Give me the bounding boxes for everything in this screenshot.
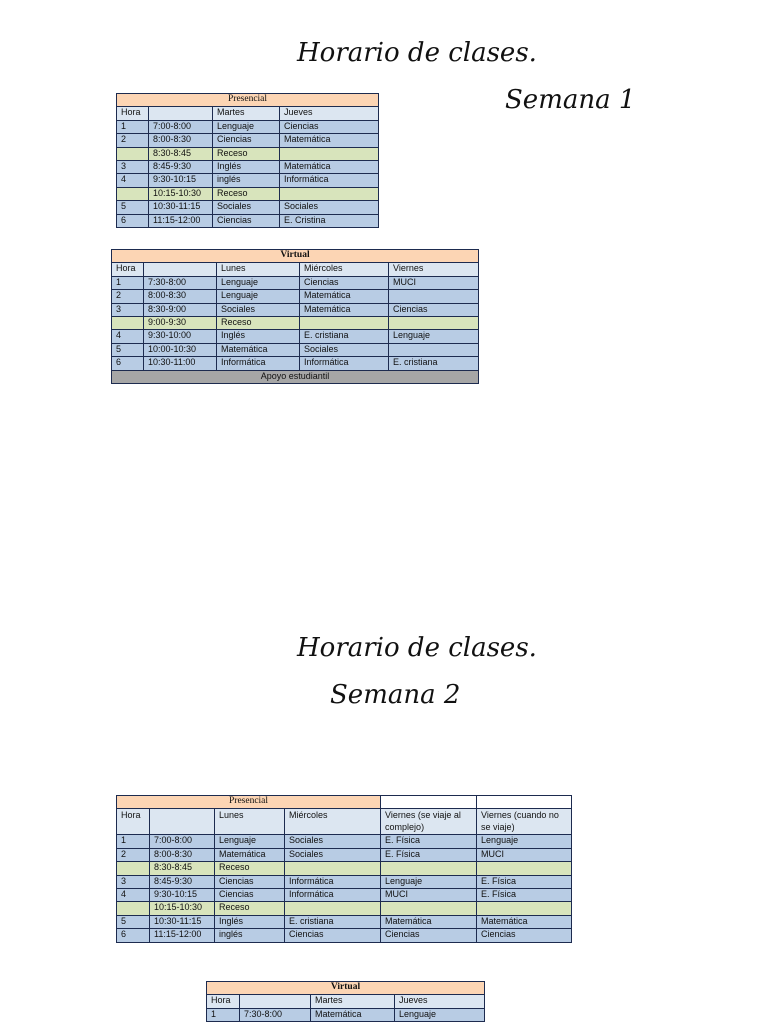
table-header-row bbox=[207, 982, 485, 995]
table-cell: 1 bbox=[207, 1008, 240, 1021]
table-cell bbox=[477, 902, 572, 915]
table-row bbox=[117, 174, 379, 187]
recess-row bbox=[112, 316, 479, 329]
presencial-table-week2 bbox=[116, 795, 572, 943]
column-header: Lunes bbox=[215, 809, 285, 835]
table-cell: 10:30-11:00 bbox=[144, 357, 217, 370]
week-label-1: Semana 1 bbox=[505, 85, 636, 115]
table-cell: 10:15-10:30 bbox=[150, 902, 215, 915]
table-cell: 10:15-10:30 bbox=[149, 187, 213, 200]
table-cell: 11:15-12:00 bbox=[150, 929, 215, 942]
table-row bbox=[117, 915, 572, 928]
table-cell: 3 bbox=[117, 160, 149, 173]
table-cell: 8:00-8:30 bbox=[144, 290, 217, 303]
table-cell: Receso bbox=[213, 147, 280, 160]
table-cell bbox=[280, 187, 379, 200]
column-header bbox=[144, 263, 217, 276]
table-cell: Matemática bbox=[280, 160, 379, 173]
column-header: Jueves bbox=[395, 995, 485, 1008]
table-section-header: Virtual bbox=[112, 250, 479, 263]
table-cell: Informática bbox=[300, 357, 389, 370]
table-row bbox=[112, 303, 479, 316]
page-title-week2: Horario de clases. bbox=[297, 633, 537, 663]
table-row bbox=[112, 330, 479, 343]
recess-row bbox=[117, 187, 379, 200]
table-cell: Lenguaje bbox=[217, 290, 300, 303]
table-cell: Receso bbox=[215, 902, 285, 915]
table-cell: 4 bbox=[117, 888, 150, 901]
table-cell: Inglés bbox=[215, 915, 285, 928]
column-header: Viernes (se viaje al complejo) bbox=[381, 809, 477, 835]
table-cell: 5 bbox=[112, 343, 144, 356]
table-row bbox=[117, 120, 379, 133]
column-header: Hora bbox=[112, 263, 144, 276]
column-header: Hora bbox=[207, 995, 240, 1008]
table-cell bbox=[117, 902, 150, 915]
table-cell: 7:30-8:00 bbox=[240, 1008, 311, 1021]
table-cell: Matemática bbox=[477, 915, 572, 928]
column-header bbox=[150, 809, 215, 835]
table-cell bbox=[389, 343, 479, 356]
table-cell: Sociales bbox=[300, 343, 389, 356]
table-cell: 2 bbox=[117, 134, 149, 147]
table-cell: Sociales bbox=[280, 201, 379, 214]
table-cell: Informática bbox=[280, 174, 379, 187]
table-cell: 9:00-9:30 bbox=[144, 316, 217, 329]
header-blank-cell bbox=[477, 796, 572, 809]
table-cell: 8:30-8:45 bbox=[150, 862, 215, 875]
table-row bbox=[112, 290, 479, 303]
table-cell bbox=[117, 147, 149, 160]
table-cell: 9:30-10:00 bbox=[144, 330, 217, 343]
table-cell: 2 bbox=[112, 290, 144, 303]
table-section-header: Presencial bbox=[117, 94, 379, 107]
table-cell: 5 bbox=[117, 915, 150, 928]
column-header bbox=[240, 995, 311, 1008]
table-cell: Sociales bbox=[285, 848, 381, 861]
column-header-row bbox=[112, 263, 479, 276]
table-cell: E. Física bbox=[477, 875, 572, 888]
table-cell: 2 bbox=[117, 848, 150, 861]
table-row bbox=[117, 848, 572, 861]
table-cell: E. Física bbox=[381, 848, 477, 861]
table-header-row bbox=[112, 250, 479, 263]
table-cell: Lenguaje bbox=[381, 875, 477, 888]
recess-row bbox=[117, 862, 572, 875]
table-cell: inglés bbox=[213, 174, 280, 187]
table-row bbox=[112, 343, 479, 356]
footer-row bbox=[112, 370, 479, 383]
table-cell: 7:30-8:00 bbox=[144, 276, 217, 289]
table-cell: Ciencias bbox=[213, 134, 280, 147]
table-cell: Inglés bbox=[217, 330, 300, 343]
table-cell: MUCI bbox=[389, 276, 479, 289]
table-cell: Ciencias bbox=[280, 120, 379, 133]
table-cell bbox=[117, 187, 149, 200]
table-cell: Receso bbox=[215, 862, 285, 875]
table-row bbox=[112, 276, 479, 289]
table-cell bbox=[477, 862, 572, 875]
table-cell: Matemática bbox=[381, 915, 477, 928]
table-header-row bbox=[117, 94, 379, 107]
column-header: Jueves bbox=[280, 107, 379, 120]
table-row bbox=[117, 160, 379, 173]
table-cell: E. Física bbox=[381, 835, 477, 848]
table-row bbox=[117, 214, 379, 227]
column-header-row bbox=[117, 107, 379, 120]
table-cell: 7:00-8:00 bbox=[149, 120, 213, 133]
table-cell: Matemática bbox=[300, 290, 389, 303]
table-cell: Informática bbox=[285, 875, 381, 888]
column-header: Miércoles bbox=[285, 809, 381, 835]
table-cell bbox=[285, 862, 381, 875]
table-cell: Ciencias bbox=[389, 303, 479, 316]
table-row bbox=[117, 134, 379, 147]
table-cell: 8:00-8:30 bbox=[149, 134, 213, 147]
table-cell: E. cristiana bbox=[300, 330, 389, 343]
table-cell: 8:45-9:30 bbox=[149, 160, 213, 173]
table-cell: E. Física bbox=[477, 888, 572, 901]
table-cell: 8:30-9:00 bbox=[144, 303, 217, 316]
table-cell: 1 bbox=[117, 120, 149, 133]
table-cell bbox=[381, 862, 477, 875]
table-cell: 9:30-10:15 bbox=[150, 888, 215, 901]
table-cell: E. cristiana bbox=[285, 915, 381, 928]
column-header: Martes bbox=[311, 995, 395, 1008]
table-cell: Matemática bbox=[217, 343, 300, 356]
table-cell: 7:00-8:00 bbox=[150, 835, 215, 848]
column-header-row bbox=[207, 995, 485, 1008]
table-cell: 1 bbox=[117, 835, 150, 848]
table-cell bbox=[117, 862, 150, 875]
table-cell: Lenguaje bbox=[213, 120, 280, 133]
table-cell: Informática bbox=[285, 888, 381, 901]
table-cell: Receso bbox=[217, 316, 300, 329]
recess-row bbox=[117, 902, 572, 915]
table-section-header: Presencial bbox=[117, 796, 381, 809]
table-row bbox=[117, 929, 572, 942]
table-cell: Matemática bbox=[215, 848, 285, 861]
table-section-header: Virtual bbox=[207, 982, 485, 995]
table-cell: Sociales bbox=[285, 835, 381, 848]
table-cell: Lenguaje bbox=[215, 835, 285, 848]
table-cell: Matemática bbox=[300, 303, 389, 316]
table-row bbox=[117, 201, 379, 214]
table-cell: Ciencias bbox=[300, 276, 389, 289]
table-cell bbox=[389, 290, 479, 303]
table-cell: Matemática bbox=[311, 1008, 395, 1021]
table-cell: Receso bbox=[213, 187, 280, 200]
table-row bbox=[117, 888, 572, 901]
header-blank-cell bbox=[381, 796, 477, 809]
column-header bbox=[149, 107, 213, 120]
table-row bbox=[117, 835, 572, 848]
column-header: Martes bbox=[213, 107, 280, 120]
table-cell bbox=[285, 902, 381, 915]
virtual-table-week2 bbox=[206, 981, 485, 1022]
table-cell: 10:30-11:15 bbox=[149, 201, 213, 214]
table-cell bbox=[389, 316, 479, 329]
table-cell: 6 bbox=[117, 214, 149, 227]
column-header: Miércoles bbox=[300, 263, 389, 276]
table-cell bbox=[112, 316, 144, 329]
table-row bbox=[112, 357, 479, 370]
table-cell bbox=[300, 316, 389, 329]
week-label-2: Semana 2 bbox=[330, 680, 461, 710]
table-cell: 8:45-9:30 bbox=[150, 875, 215, 888]
table-cell: 6 bbox=[112, 357, 144, 370]
table-row bbox=[207, 1008, 485, 1021]
table-cell: MUCI bbox=[477, 848, 572, 861]
page-title-week1: Horario de clases. bbox=[297, 38, 537, 68]
table-cell: Lenguaje bbox=[389, 330, 479, 343]
table-cell: Ciencias bbox=[215, 875, 285, 888]
table-cell: E. cristiana bbox=[389, 357, 479, 370]
table-cell: 6 bbox=[117, 929, 150, 942]
table-cell: Ciencias bbox=[285, 929, 381, 942]
column-header: Hora bbox=[117, 809, 150, 835]
presencial-table-week1 bbox=[116, 93, 379, 228]
table-cell: 9:30-10:15 bbox=[149, 174, 213, 187]
table-cell: Lenguaje bbox=[217, 276, 300, 289]
table-cell: Ciencias bbox=[215, 888, 285, 901]
column-header: Viernes bbox=[389, 263, 479, 276]
table-cell: 3 bbox=[117, 875, 150, 888]
table-cell: 8:30-8:45 bbox=[149, 147, 213, 160]
table-cell: Sociales bbox=[217, 303, 300, 316]
table-cell: 11:15-12:00 bbox=[149, 214, 213, 227]
column-header: Lunes bbox=[217, 263, 300, 276]
table-cell: Inglés bbox=[213, 160, 280, 173]
table-cell: 4 bbox=[112, 330, 144, 343]
table-cell: 10:30-11:15 bbox=[150, 915, 215, 928]
table-cell: 1 bbox=[112, 276, 144, 289]
table-cell: Matemática bbox=[280, 134, 379, 147]
table-cell: Informática bbox=[217, 357, 300, 370]
table-cell: inglés bbox=[215, 929, 285, 942]
virtual-table-week1 bbox=[111, 249, 479, 384]
table-cell: E. Cristina bbox=[280, 214, 379, 227]
table-cell: 10:00-10:30 bbox=[144, 343, 217, 356]
table-cell: MUCI bbox=[381, 888, 477, 901]
table-cell: Lenguaje bbox=[477, 835, 572, 848]
table-header-row bbox=[117, 796, 572, 809]
column-header: Viernes (cuando no se viaje) bbox=[477, 809, 572, 835]
table-cell: 8:00-8:30 bbox=[150, 848, 215, 861]
column-header: Hora bbox=[117, 107, 149, 120]
table-row bbox=[117, 875, 572, 888]
table-cell bbox=[280, 147, 379, 160]
table-cell: 3 bbox=[112, 303, 144, 316]
column-header-row bbox=[117, 809, 572, 835]
table-cell: Ciencias bbox=[477, 929, 572, 942]
recess-row bbox=[117, 147, 379, 160]
table-cell: Ciencias bbox=[213, 214, 280, 227]
table-cell: Sociales bbox=[213, 201, 280, 214]
table-cell bbox=[381, 902, 477, 915]
footer-cell: Apoyo estudiantil bbox=[112, 370, 479, 383]
table-cell: Lenguaje bbox=[395, 1008, 485, 1021]
table-cell: Ciencias bbox=[381, 929, 477, 942]
table-cell: 5 bbox=[117, 201, 149, 214]
table-cell: 4 bbox=[117, 174, 149, 187]
